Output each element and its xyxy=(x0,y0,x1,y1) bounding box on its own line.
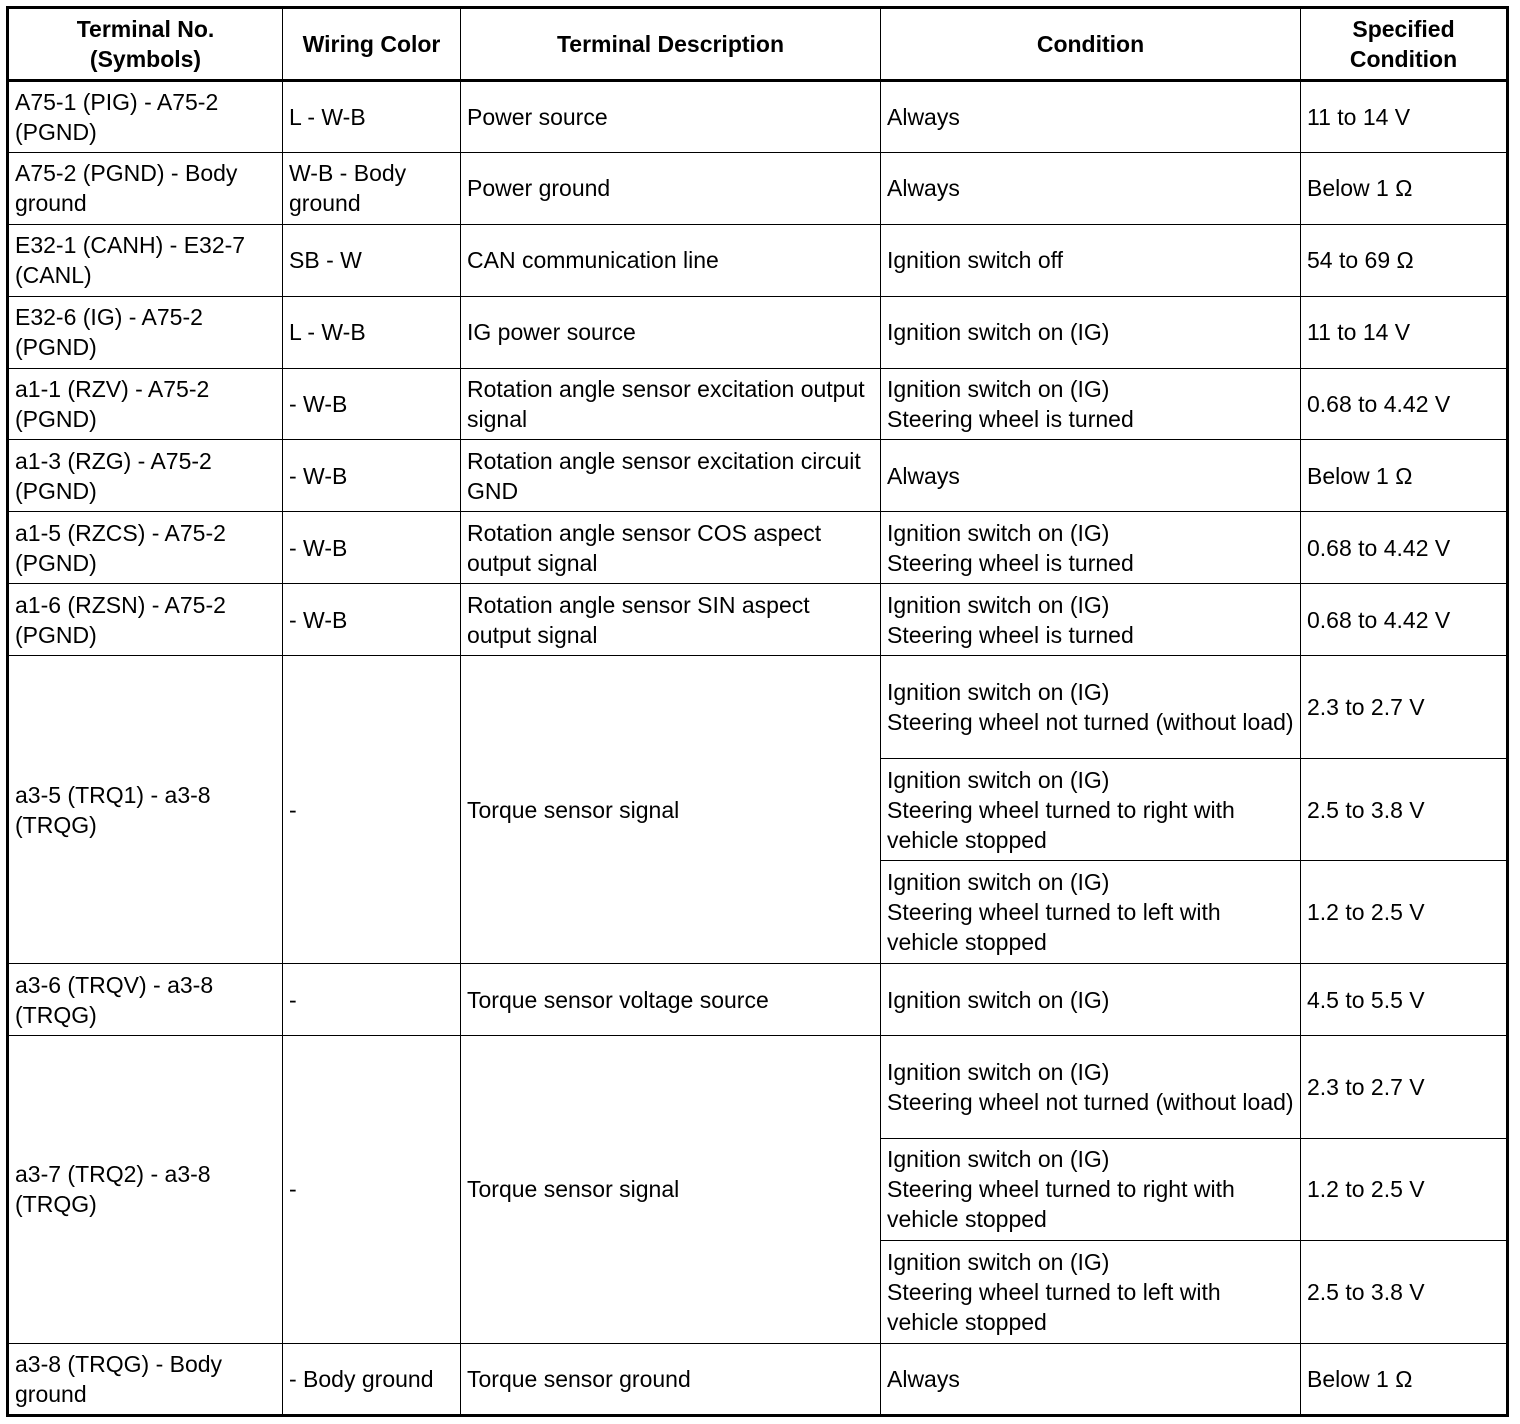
wiring-cell: - W-B xyxy=(283,368,461,440)
description-cell: Rotation angle sensor COS aspect output signal xyxy=(461,512,881,584)
specified-cell: 1.2 to 2.5 V xyxy=(1301,1138,1508,1241)
table-row xyxy=(8,224,1508,296)
condition-cell: Ignition switch on (IG) Steering wheel turned to left with vehicle stopped xyxy=(881,1241,1301,1344)
table-row xyxy=(8,1344,1508,1416)
condition-cell: Always xyxy=(881,152,1301,224)
table-row xyxy=(8,1035,1508,1138)
wiring-cell: - xyxy=(283,656,461,964)
condition-cell: Ignition switch on (IG) Steering wheel turned to right with vehicle stopped xyxy=(881,758,1301,861)
wiring-cell: - W-B xyxy=(283,440,461,512)
table-row xyxy=(8,964,1508,1036)
table-row xyxy=(8,152,1508,224)
condition-cell: Ignition switch off xyxy=(881,224,1301,296)
table-row xyxy=(8,584,1508,656)
terminal-cell: E32-1 (CANH) - E32-7 (CANL) xyxy=(8,224,283,296)
wiring-cell: L - W-B xyxy=(283,81,461,153)
description-cell: Rotation angle sensor excitation circuit GND xyxy=(461,440,881,512)
specified-cell: 11 to 14 V xyxy=(1301,81,1508,153)
condition-cell: Ignition switch on (IG) Steering wheel turned to left with vehicle stopped xyxy=(881,861,1301,964)
terminal-cell: E32-6 (IG) - A75-2 (PGND) xyxy=(8,296,283,368)
terminal-cell: a3-7 (TRQ2) - a3-8 (TRQG) xyxy=(8,1035,283,1343)
table-row xyxy=(8,440,1508,512)
specified-cell: 1.2 to 2.5 V xyxy=(1301,861,1508,964)
description-cell: IG power source xyxy=(461,296,881,368)
specified-cell: 2.3 to 2.7 V xyxy=(1301,1035,1508,1138)
terminal-cell: A75-1 (PIG) - A75-2 (PGND) xyxy=(8,81,283,153)
condition-cell: Ignition switch on (IG) Steering wheel is turned xyxy=(881,368,1301,440)
wiring-cell: SB - W xyxy=(283,224,461,296)
description-cell: Torque sensor voltage source xyxy=(461,964,881,1036)
wiring-cell: L - W-B xyxy=(283,296,461,368)
wiring-cell: - W-B xyxy=(283,512,461,584)
specified-cell: 0.68 to 4.42 V xyxy=(1301,368,1508,440)
specified-cell: Below 1 Ω xyxy=(1301,1344,1508,1416)
condition-cell: Ignition switch on (IG) Steering wheel turned to right with vehicle stopped xyxy=(881,1138,1301,1241)
condition-cell: Ignition switch on (IG) xyxy=(881,296,1301,368)
specified-cell: 0.68 to 4.42 V xyxy=(1301,584,1508,656)
specified-cell: Below 1 Ω xyxy=(1301,152,1508,224)
header-row xyxy=(8,8,1508,81)
table-row xyxy=(8,296,1508,368)
specified-cell: Below 1 Ω xyxy=(1301,440,1508,512)
specified-cell: 54 to 69 Ω xyxy=(1301,224,1508,296)
header-terminal-description: Terminal Description xyxy=(461,8,881,81)
description-cell: Power ground xyxy=(461,152,881,224)
terminal-cell: a1-6 (RZSN) - A75-2 (PGND) xyxy=(8,584,283,656)
condition-cell: Ignition switch on (IG) Steering wheel not turned (without load) xyxy=(881,1035,1301,1138)
terminal-cell: a3-6 (TRQV) - a3-8 (TRQG) xyxy=(8,964,283,1036)
description-cell: CAN communication line xyxy=(461,224,881,296)
condition-cell: Always xyxy=(881,81,1301,153)
specified-cell: 0.68 to 4.42 V xyxy=(1301,512,1508,584)
specified-cell: 4.5 to 5.5 V xyxy=(1301,964,1508,1036)
header-specified-condition: Specified Condition xyxy=(1301,8,1508,81)
table-body xyxy=(8,81,1508,1416)
terminal-spec-table xyxy=(6,6,1509,1417)
wiring-cell: - Body ground xyxy=(283,1344,461,1416)
description-cell: Power source xyxy=(461,81,881,153)
table-row xyxy=(8,656,1508,759)
terminal-cell: a1-3 (RZG) - A75-2 (PGND) xyxy=(8,440,283,512)
table-header xyxy=(8,8,1508,81)
specified-cell: 2.3 to 2.7 V xyxy=(1301,656,1508,759)
specified-cell: 11 to 14 V xyxy=(1301,296,1508,368)
wiring-cell: W-B - Body ground xyxy=(283,152,461,224)
wiring-cell: - W-B xyxy=(283,584,461,656)
condition-cell: Always xyxy=(881,440,1301,512)
description-cell: Torque sensor ground xyxy=(461,1344,881,1416)
terminal-cell: a1-5 (RZCS) - A75-2 (PGND) xyxy=(8,512,283,584)
description-cell: Torque sensor signal xyxy=(461,656,881,964)
table-row xyxy=(8,368,1508,440)
condition-cell: Ignition switch on (IG) xyxy=(881,964,1301,1036)
condition-cell: Always xyxy=(881,1344,1301,1416)
terminal-cell: a3-5 (TRQ1) - a3-8 (TRQG) xyxy=(8,656,283,964)
terminal-cell: A75-2 (PGND) - Body ground xyxy=(8,152,283,224)
table-row xyxy=(8,81,1508,153)
wiring-cell: - xyxy=(283,1035,461,1343)
condition-cell: Ignition switch on (IG) Steering wheel is turned xyxy=(881,584,1301,656)
table-row xyxy=(8,512,1508,584)
condition-cell: Ignition switch on (IG) Steering wheel is turned xyxy=(881,512,1301,584)
terminal-cell: a1-1 (RZV) - A75-2 (PGND) xyxy=(8,368,283,440)
condition-cell: Ignition switch on (IG) Steering wheel not turned (without load) xyxy=(881,656,1301,759)
description-cell: Rotation angle sensor excitation output signal xyxy=(461,368,881,440)
description-cell: Rotation angle sensor SIN aspect output signal xyxy=(461,584,881,656)
wiring-cell: - xyxy=(283,964,461,1036)
header-condition: Condition xyxy=(881,8,1301,81)
description-cell: Torque sensor signal xyxy=(461,1035,881,1343)
terminal-cell: a3-8 (TRQG) - Body ground xyxy=(8,1344,283,1416)
specified-cell: 2.5 to 3.8 V xyxy=(1301,758,1508,861)
specified-cell: 2.5 to 3.8 V xyxy=(1301,1241,1508,1344)
header-wiring-color: Wiring Color xyxy=(283,8,461,81)
header-terminal-no: Terminal No. (Symbols) xyxy=(8,8,283,81)
